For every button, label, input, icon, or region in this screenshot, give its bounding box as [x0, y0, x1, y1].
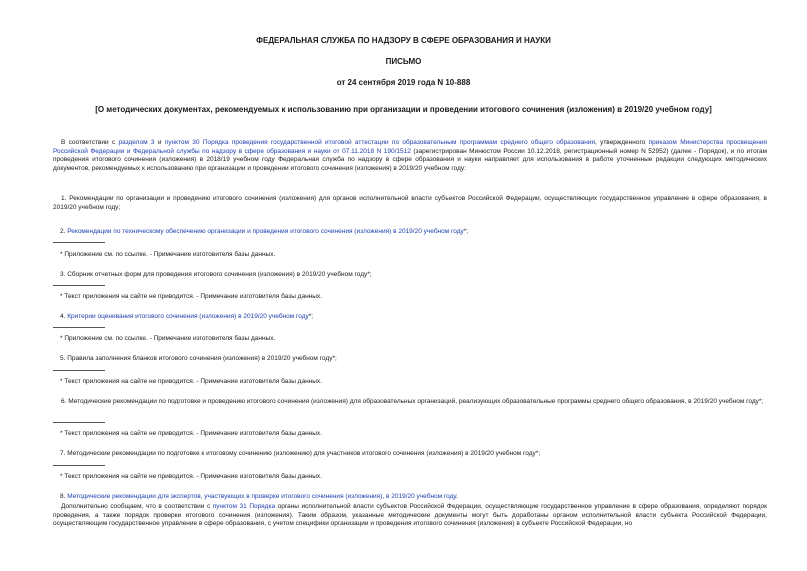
- link-point-30[interactable]: пунктом 30 Порядка проведения государственной итоговой аттестации по образовательным программам среднего общего образования: [164, 139, 595, 146]
- intro-paragraph: [53, 139, 767, 173]
- footnote-divider: [53, 370, 105, 371]
- footnote-divider: [53, 242, 105, 243]
- final-text-1: Дополнительно сообщаем, что в соответствии с: [61, 503, 213, 510]
- list-item-3: 3. Сборник отчетных форм для проведения итогового сочинения (изложения) в 2019/20 учебном году*;: [60, 271, 372, 278]
- item-number: 4.: [60, 313, 68, 320]
- link-evaluation-criteria[interactable]: Критерии оценивания итогового сочинения (изложения) в 2019/20 учебном году: [67, 313, 309, 320]
- footnote: * Текст приложения на сайте не приводится. - Примечание изготовителя базы данных.: [60, 293, 322, 300]
- final-paragraph: [53, 503, 767, 529]
- list-item-1: 1. Рекомендации по организации и проведению итогового сочинения (изложения) для органов исполнительной власти субъектов Российской Федерации, осуществляющих государственное управление в сфере образования, в 2019/20 учебном году;: [53, 195, 767, 211]
- footnote: * Приложение см. по ссылке. - Примечание изготовителя базы данных.: [60, 335, 276, 342]
- link-point-31[interactable]: пунктом 31 Порядка: [212, 503, 276, 510]
- link-expert-recommendations[interactable]: Методические рекомендации для экспертов, участвующих в проверке итогового сочинения (изложения), в 2019/20 учебном году: [67, 493, 457, 500]
- doc-subject: [О методических документах, рекомендуемых к использованию при организации и проведении итогового сочинения (изложения) в 2019/20 учебном году]: [95, 105, 712, 114]
- intro-text-2: и: [154, 139, 165, 146]
- final-text-2: органы исполнительной власти субъектов Российской Федерации, осуществляющие государственное управление в сфере образования, определяют порядок проведения, а также порядок проверки итогового сочинения (изложения). Таким образом, указанные методические документы могут быть доработаны органом исполнительной власти субъекта Российской Федерации, осуществляющим государственное управление в сфере образования, с учетом специфики организации и проведения итогового сочинения (изложения) в субъекте Российской Федерации, но: [53, 503, 767, 527]
- footnote: * Текст приложения на сайте не приводится. - Примечание изготовителя базы данных.: [60, 430, 322, 437]
- intro-text-3: , утвержденного: [594, 139, 649, 146]
- footnote: * Приложение см. по ссылке. - Примечание изготовителя базы данных.: [60, 251, 276, 258]
- list-item-5: 5. Правила заполнения бланков итогового сочинения (изложения) в 2019/20 учебном году*;: [60, 355, 337, 362]
- footnote-divider: [53, 422, 105, 423]
- link-section-3[interactable]: разделом 3: [118, 139, 155, 146]
- agency-title: ФЕДЕРАЛЬНАЯ СЛУЖБА ПО НАДЗОРУ В СФЕРЕ ОБРАЗОВАНИЯ И НАУКИ: [256, 36, 551, 45]
- item-footnote-mark: *;: [463, 228, 469, 235]
- doc-date-number: от 24 сентября 2019 года N 10-888: [336, 78, 471, 87]
- link-order[interactable]: приказом Министерства просвещения Российской Федерации и Федеральной службы по надзору в сфере образования и науки от 07.11.2018 N 190/1512: [53, 139, 767, 155]
- footnote-divider: [53, 465, 105, 466]
- doc-type: ПИСЬМО: [385, 57, 422, 66]
- intro-text-4: (зарегистрирован Минюстом России 10.12.2018, регистрационный номер N 52952) (далее - Порядок), и по итогам проведения итогового сочинения (изложения) в 2018/19 учебном году Федеральная служба по надзору в сфере образования и науки направляет для использования в работе уточненные редакции следующих методических документов, рекомендуемых к использованию при организации и проведении итогового сочинения (изложения) в 2019/20 учебном году:: [53, 147, 768, 172]
- link-tech-recommendations[interactable]: Рекомендации по техническому обеспечению организации и проведения итогового сочинения (изложения) в 2019/20 учебном году: [67, 228, 464, 235]
- list-item-4: [60, 313, 313, 321]
- list-item-6: 6. Методические рекомендации по подготовке и проведению итогового сочинения (изложения) для образовательных организаций, реализующих образовательные программы среднего общего образования, в 2019/20 учебном году*;: [61, 398, 764, 405]
- list-item-8: [60, 493, 458, 501]
- item-number: 8.: [60, 493, 68, 500]
- list-item-7: 7. Методические рекомендации по подготовке к итоговому сочинению (изложению) для участников итогового сочинения (изложения) в 2019/20 учебном году*;: [60, 450, 541, 457]
- item-footnote-mark: *;: [308, 313, 314, 320]
- footnote: * Текст приложения на сайте не приводится. - Примечание изготовителя базы данных.: [60, 473, 322, 480]
- footnote: * Текст приложения на сайте не приводится. - Примечание изготовителя базы данных.: [60, 378, 322, 385]
- footnote-divider: [53, 327, 105, 328]
- item-end-mark: .: [456, 493, 458, 500]
- list-item-2: [60, 228, 468, 236]
- footnote-divider: [53, 285, 105, 286]
- item-number: 2.: [60, 228, 68, 235]
- intro-text-1: В соответствии с: [61, 139, 119, 146]
